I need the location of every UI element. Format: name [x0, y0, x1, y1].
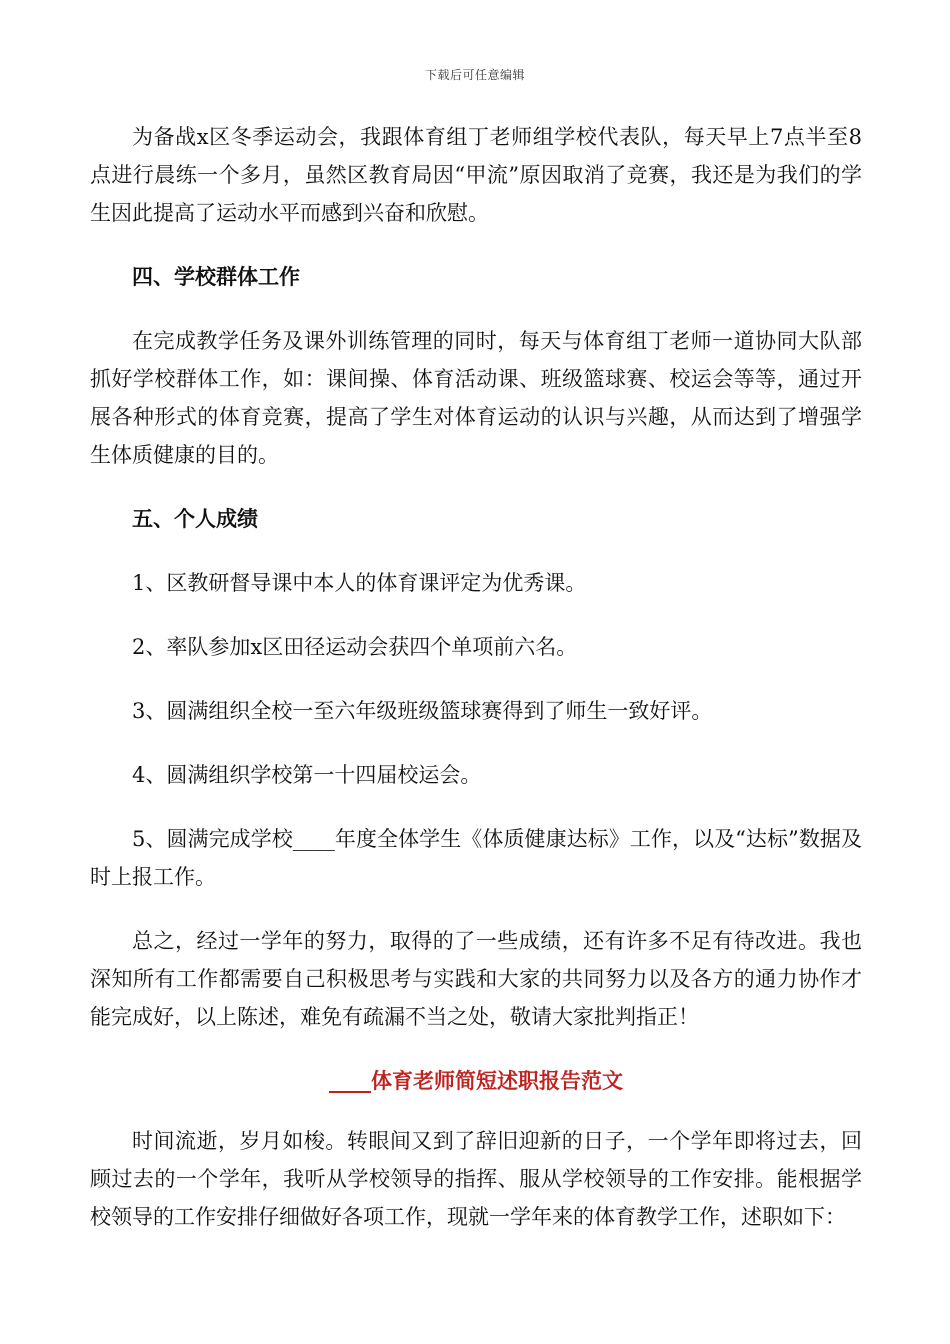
section-heading-group-work: 四、学校群体工作 — [132, 264, 300, 289]
header-note: 下载后可任意编辑 — [424, 68, 525, 82]
paragraph-intro: 时间流逝，岁月如梭。转眼间又到了辞旧迎新的日子，一个学年即将过去，回顾过去的一个学年，我听从学校领导的指挥、服从学校领导的工作安排。能根据学校领导的工作安排仔细做好各项工作，现就一学年来的体育教学工作，述职如下： — [90, 1129, 862, 1229]
document-body — [90, 118, 862, 1236]
achievement-item-5: 5、圆满完成学校____年度全体学生《体质健康达标》工作，以及“达标”数据及时上报工作。 — [90, 827, 862, 889]
achievement-item-4: 4、圆满组织学校第一十四届校运会。 — [132, 763, 482, 787]
achievement-item-3: 3、圆满组织全校一至六年级班级篮球赛得到了师生一致好评。 — [132, 699, 713, 723]
paragraph-group-work: 在完成教学任务及课外训练管理的同时，每天与体育组丁老师一道协同大队部抓好学校群体工作，如：课间操、体育活动课、班级篮球赛、校运会等等，通过开展各种形式的体育竞赛，提高了学生对体育运动的认识与兴趣，从而达到了增强学生体质健康的目的。 — [90, 329, 862, 467]
section-heading-achievements: 五、个人成绩 — [132, 506, 258, 531]
achievement-item-2: 2、率队参加x区田径运动会获四个单项前六名。 — [132, 635, 578, 659]
document-title: ____体育老师简短述职报告范文 — [329, 1068, 623, 1093]
paragraph-winter-games: 为备战x区冬季运动会，我跟体育组丁老师组学校代表队，每天早上7点半至8点进行晨练一个多月，虽然区教育局因“甲流”原因取消了竞赛，我还是为我们的学生因此提高了运动水平而感到兴奋和欣慰。 — [90, 125, 862, 225]
achievement-item-1: 1、区教研督导课中本人的体育课评定为优秀课。 — [132, 571, 587, 595]
paragraph-summary: 总之，经过一学年的努力，取得的了一些成绩，还有许多不足有待改进。我也深知所有工作都需要自己积极思考与实践和大家的共同努力以及各方的通力协作才能完成好，以上陈述，难免有疏漏不当之处，敬请大家批判指正！ — [90, 929, 862, 1029]
